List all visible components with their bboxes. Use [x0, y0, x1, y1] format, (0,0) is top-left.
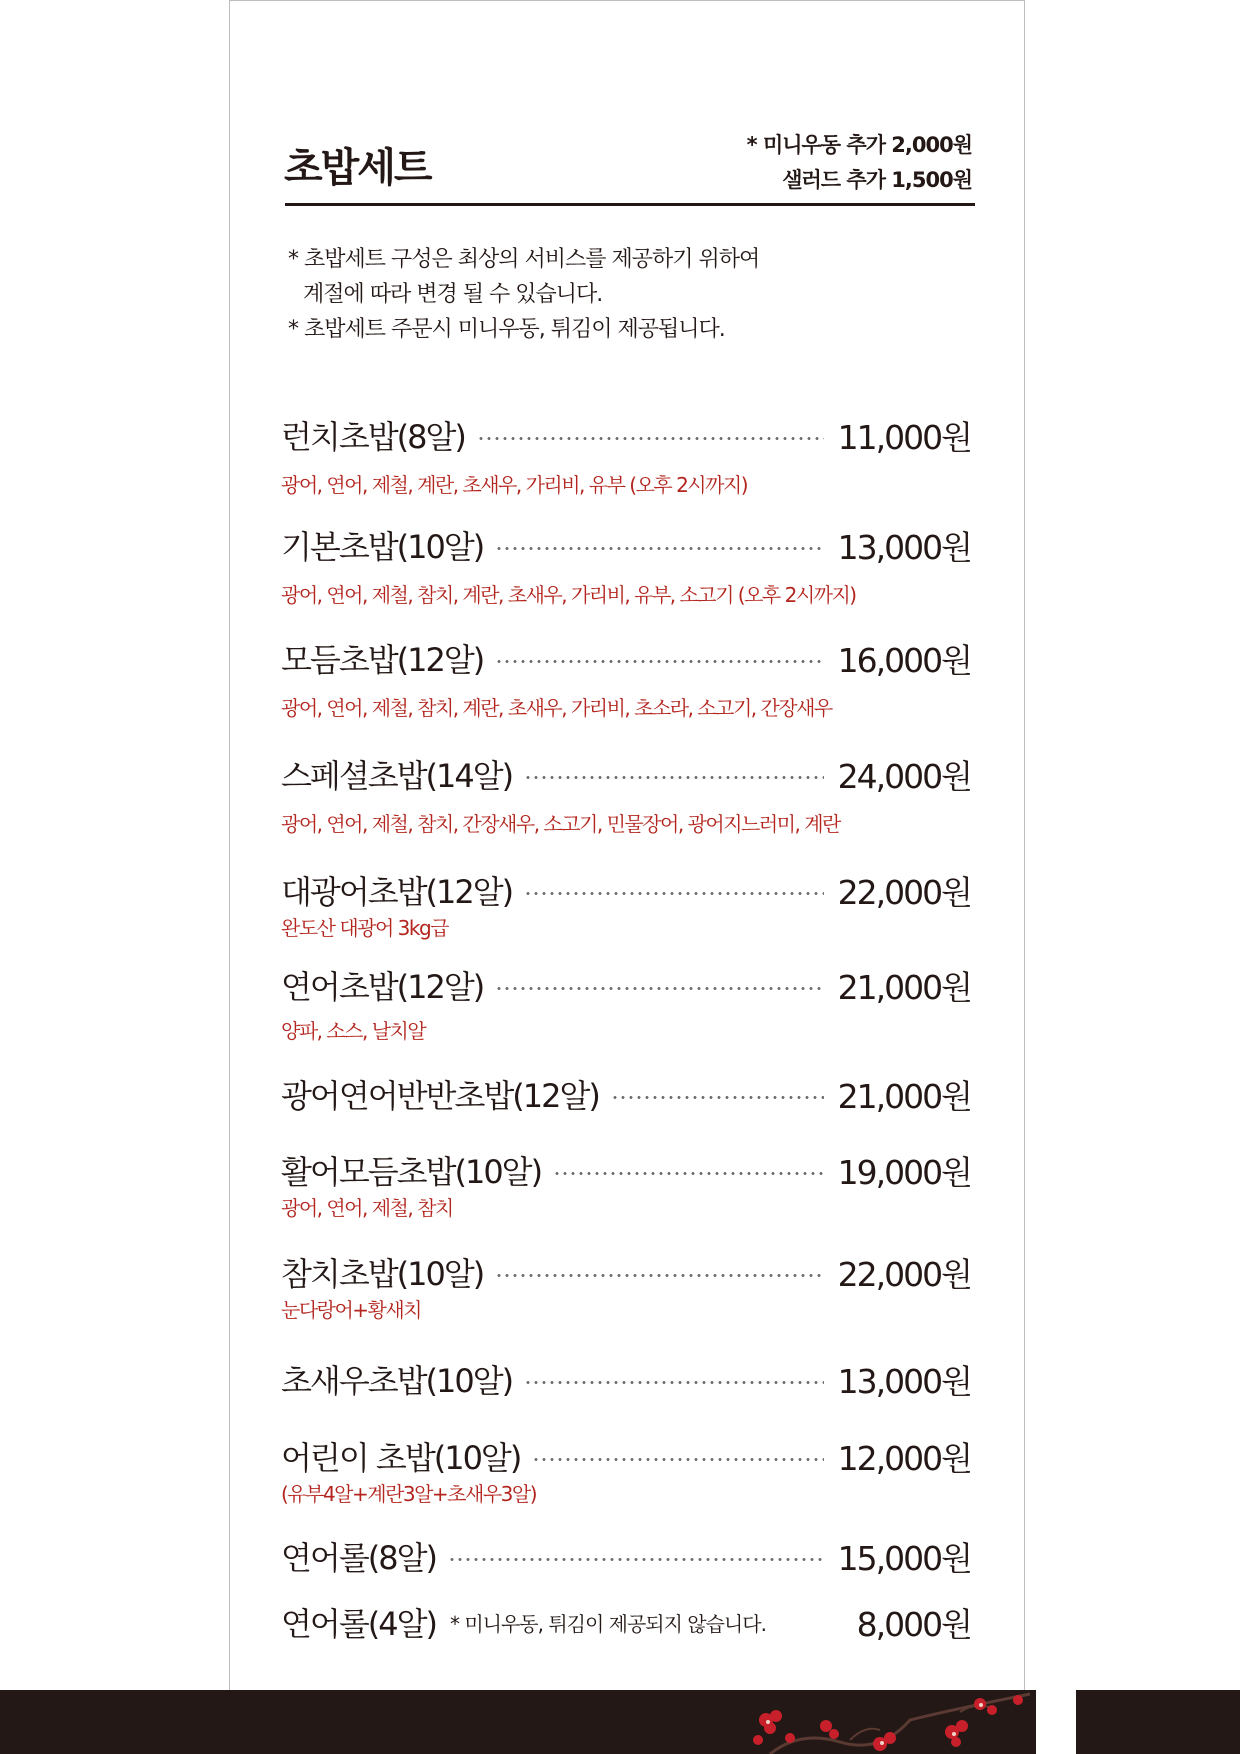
- item-price: 16,000원: [837, 640, 971, 680]
- item-name: 초새우초밥(10알): [281, 1362, 513, 1400]
- item-name: 활어모듬초밥(10알): [281, 1153, 542, 1191]
- item-name: 대광어초밥(12알): [281, 873, 513, 911]
- note-line: * 초밥세트 주문시 미니우동, 튀김이 제공됩니다.: [288, 317, 725, 342]
- menu-item: [281, 1247, 971, 1323]
- item-description: 양파, 소스, 날치알: [281, 1019, 426, 1043]
- dot-leader: [495, 660, 823, 663]
- extras-block: [747, 128, 972, 198]
- item-price: 8,000원: [856, 1604, 971, 1644]
- item-price: 11,000원: [837, 417, 971, 457]
- item-description: (유부4알+계란3알+초새우3알): [281, 1482, 536, 1506]
- dot-leader: [611, 1096, 824, 1099]
- item-description: 광어, 연어, 제철, 참치, 계란, 초새우, 가리비, 유부, 소고기 (오후 2시까지): [281, 583, 856, 607]
- item-name: 어린이 초밥(10알): [281, 1439, 521, 1477]
- item-name: 기본초밥(10알): [281, 528, 484, 566]
- dot-leader: [524, 892, 823, 895]
- menu-item: [281, 1145, 971, 1221]
- item-price: 22,000원: [837, 872, 971, 912]
- extra-salad: 샐러드 추가 1,500원: [782, 168, 972, 192]
- menu-item: [281, 1069, 971, 1119]
- dot-leader: [495, 1274, 823, 1277]
- item-name: 스페셜초밥(14알): [281, 757, 513, 795]
- item-name: 연어초밥(12알): [281, 968, 484, 1006]
- item-name: 런치초밥(8알): [281, 418, 465, 456]
- dot-leader: [495, 547, 823, 550]
- item-description: 광어, 연어, 제철, 참치, 간장새우, 소고기, 민물장어, 광어지느러미, 계란: [281, 812, 840, 836]
- menu-item: [281, 865, 971, 941]
- item-name: 연어롤(8알): [281, 1539, 436, 1577]
- menu-item: [281, 960, 971, 1044]
- item-price: 24,000원: [837, 756, 971, 796]
- item-price: 12,000원: [837, 1438, 971, 1478]
- title-divider: [285, 203, 975, 206]
- item-price: 13,000원: [837, 527, 971, 567]
- dot-leader: [524, 776, 823, 779]
- item-description: 광어, 연어, 제철, 계란, 초새우, 가리비, 유부 (오후 2시까지): [281, 473, 748, 497]
- extra-udon: * 미니우동 추가 2,000원: [746, 133, 972, 157]
- dot-leader: [495, 987, 823, 990]
- notes-block: [288, 242, 978, 347]
- plum-blossom-decoration: [730, 1690, 1036, 1754]
- item-description: 광어, 연어, 제철, 참치: [281, 1196, 453, 1220]
- item-price: 22,000원: [837, 1254, 971, 1294]
- item-description: 눈다랑어+황새치: [281, 1298, 421, 1322]
- item-description: 광어, 연어, 제철, 참치, 계란, 초새우, 가리비, 초소라, 소고기, 간장새우: [281, 696, 832, 720]
- menu-item: [281, 1597, 971, 1647]
- menu-title: 초밥세트: [284, 145, 431, 191]
- menu-item: [281, 520, 971, 608]
- item-price: 15,000원: [837, 1538, 971, 1578]
- menu-item: [281, 749, 971, 837]
- item-name: 모듬초밥(12알): [281, 641, 484, 679]
- item-price: 13,000원: [837, 1361, 971, 1401]
- note-line: 계절에 따라 변경 될 수 있습니다.: [303, 282, 603, 307]
- dot-leader: [524, 1381, 823, 1384]
- item-price: 21,000원: [837, 1076, 971, 1116]
- item-name: 연어롤(4알): [281, 1605, 436, 1643]
- item-name: 광어연어반반초밥(12알): [281, 1077, 599, 1115]
- dot-leader: [553, 1172, 824, 1175]
- menu-item: [281, 1354, 971, 1404]
- dot-leader: [477, 437, 824, 440]
- item-inline-note: * 미니우동, 튀김이 제공되지 않습니다.: [449, 1611, 766, 1636]
- item-description: 완도산 대광어 3kg급: [281, 916, 448, 940]
- item-price: 19,000원: [837, 1152, 971, 1192]
- menu-item: [281, 1531, 971, 1581]
- menu-item: [281, 1431, 971, 1507]
- dot-leader: [448, 1558, 824, 1561]
- menu-item: [281, 633, 971, 721]
- note-line: * 초밥세트 구성은 최상의 서비스를 제공하기 위하여: [288, 247, 760, 272]
- item-name: 참치초밥(10알): [281, 1255, 484, 1293]
- footer-gap: [1036, 1690, 1076, 1754]
- dot-leader: [532, 1458, 823, 1461]
- menu-item: [281, 410, 971, 498]
- item-price: 21,000원: [837, 967, 971, 1007]
